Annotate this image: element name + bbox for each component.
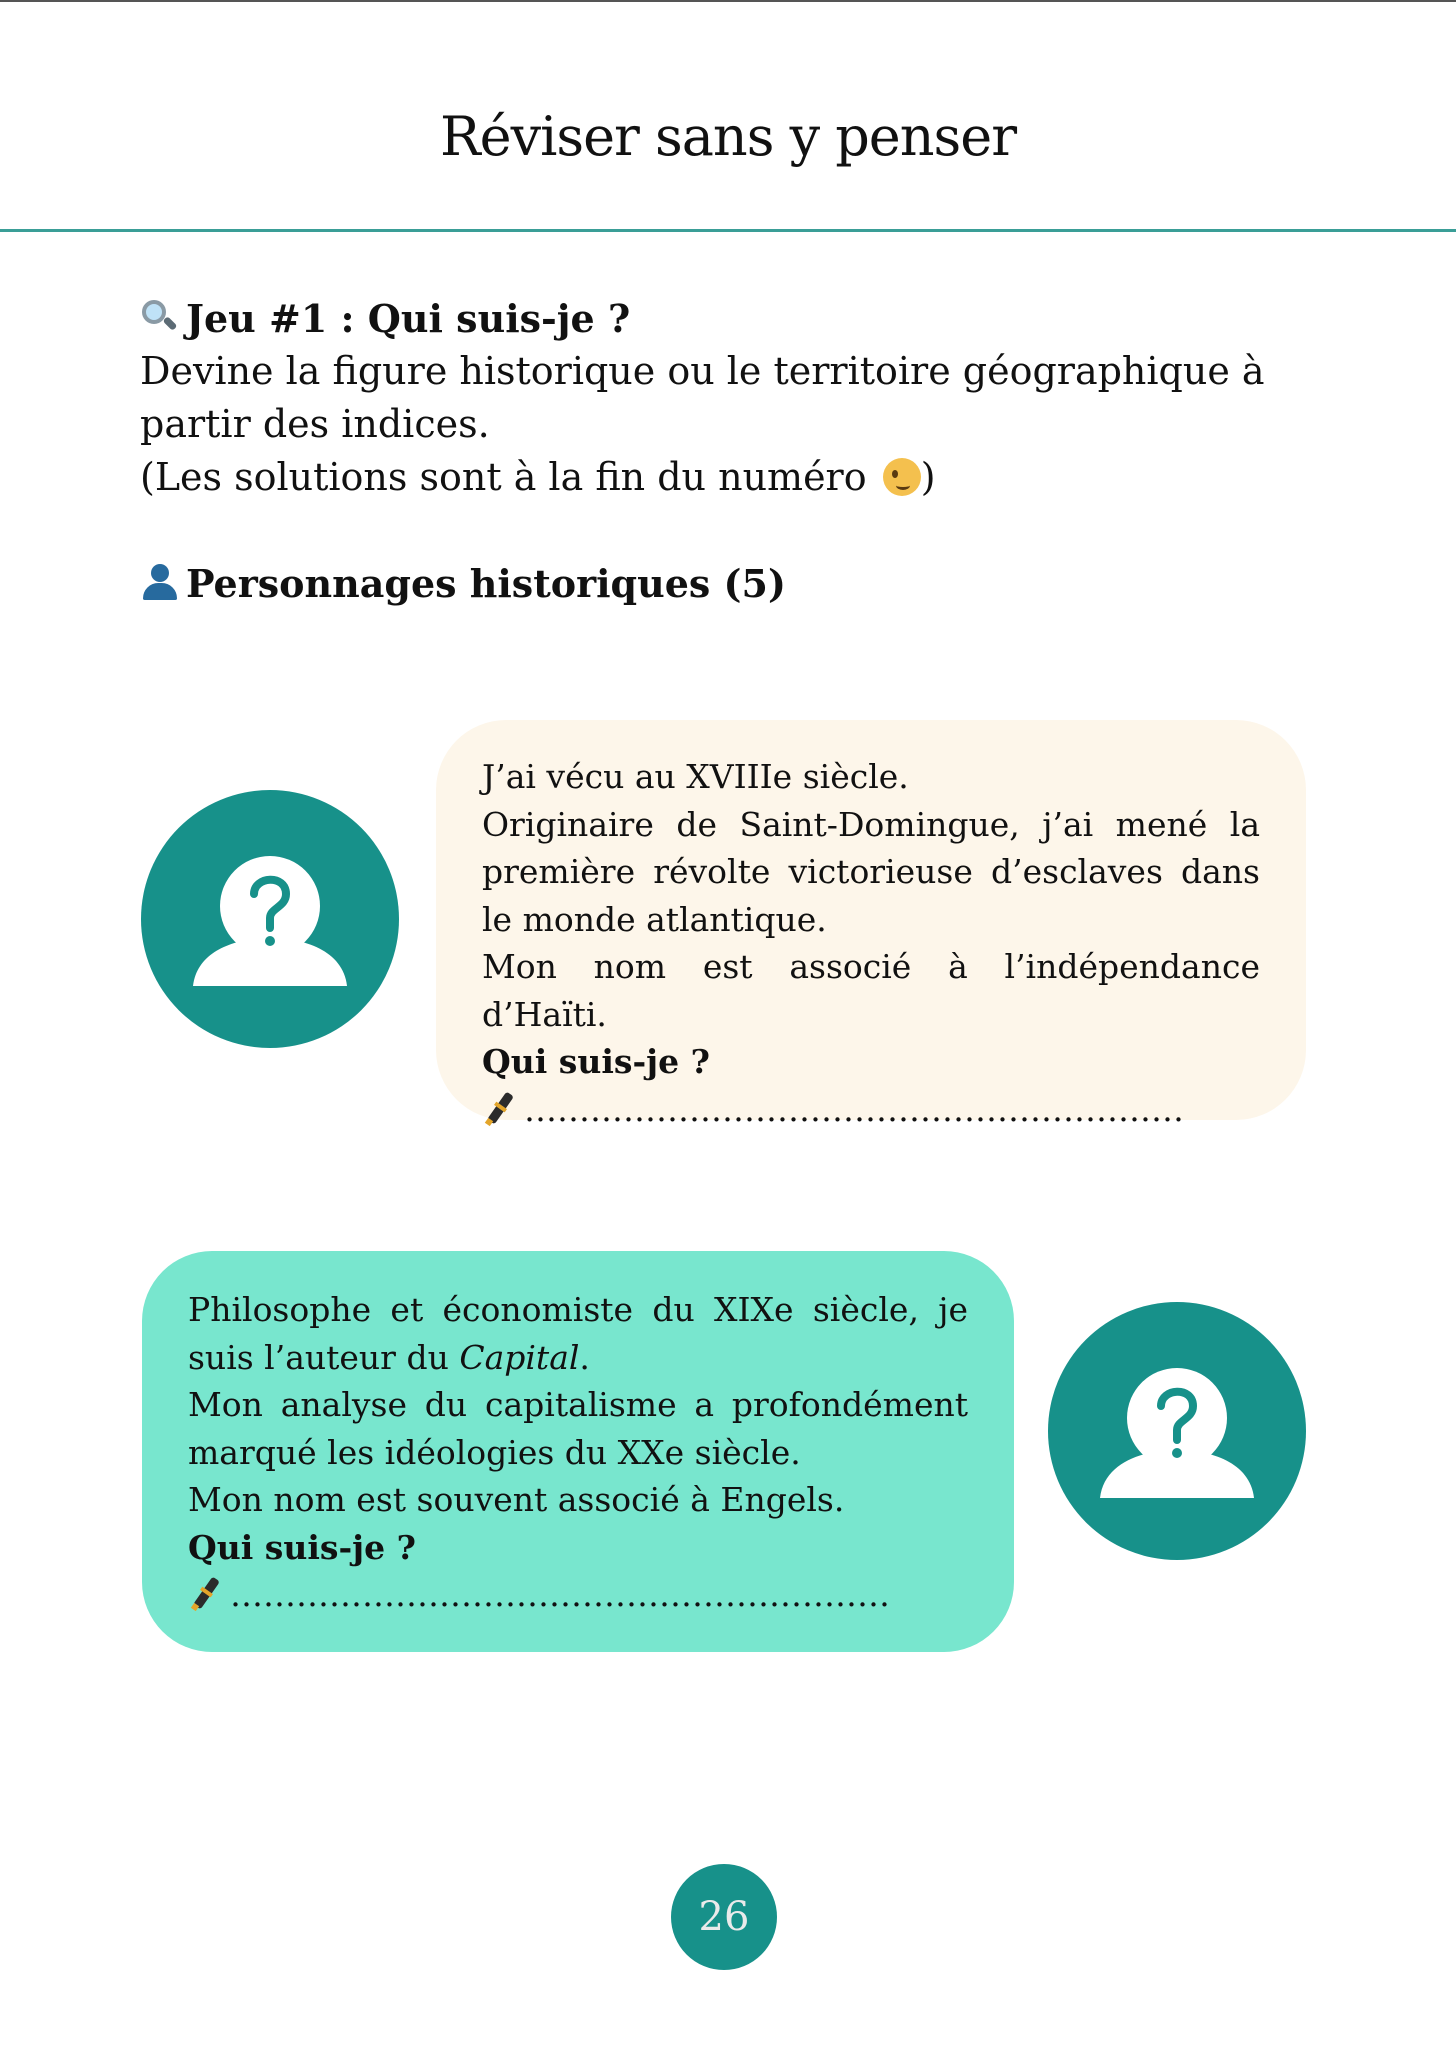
solutions-note: (Les solutions sont à la fin du numéro bbox=[140, 455, 867, 499]
solutions-note-row bbox=[140, 451, 1340, 504]
section-heading: Personnages historiques (5) bbox=[186, 561, 786, 606]
clue-text: Philosophe et économiste du XIXe siècle, je suis l’auteur du bbox=[188, 1290, 968, 1377]
clue-line: Mon nom est souvent associé à Engels. bbox=[188, 1480, 845, 1519]
book-title: Capital bbox=[459, 1337, 580, 1377]
answer-row bbox=[188, 1571, 968, 1619]
page-title: Réviser sans y penser bbox=[439, 105, 1017, 168]
top-border bbox=[0, 0, 1456, 2]
game-description: Devine la figure historique ou le territoire géographique à partir des indices. bbox=[140, 349, 1265, 446]
winking-face-icon bbox=[883, 458, 921, 496]
answer-field[interactable]: …………………………………………………… bbox=[524, 1089, 1184, 1129]
clue-card-1 bbox=[436, 720, 1306, 1129]
pen-icon bbox=[188, 1576, 222, 1610]
clue-line: J’ai vécu au XVIIIe siècle. bbox=[482, 757, 909, 796]
intro-section bbox=[140, 292, 1340, 610]
page-number: 26 bbox=[671, 1864, 777, 1970]
clue-line: Originaire de Saint-Domingue, j’ai mené la première révolte victorieuse d’esclaves dans le monde atlantique. bbox=[482, 804, 1260, 939]
clue-card-2 bbox=[142, 1251, 1014, 1652]
question-person-icon bbox=[1048, 1302, 1306, 1560]
clue-line bbox=[188, 1286, 968, 1381]
question-label: Qui suis-je ? bbox=[482, 1042, 710, 1081]
header-divider bbox=[0, 229, 1456, 232]
game-heading-row bbox=[140, 292, 1340, 345]
solutions-note-end: ) bbox=[920, 455, 936, 499]
question-person-icon bbox=[141, 790, 399, 1048]
clue-text: . bbox=[579, 1337, 590, 1377]
section-heading-row bbox=[140, 557, 1340, 610]
clue-line: Mon analyse du capitalisme a profondément marqué les idéologies du XXe siècle. bbox=[188, 1385, 968, 1472]
mystery-person-avatar bbox=[141, 790, 399, 1048]
clue-line: Mon nom est associé à l’indépendance d’Haïti. bbox=[482, 947, 1260, 1034]
mystery-person-avatar bbox=[1048, 1302, 1306, 1560]
answer-row bbox=[482, 1086, 1260, 1134]
game-heading: Jeu #1 : Qui suis-je ? bbox=[186, 296, 631, 341]
question-label: Qui suis-je ? bbox=[188, 1527, 416, 1567]
answer-field[interactable]: …………………………………………………… bbox=[230, 1575, 890, 1614]
user-silhouette-icon bbox=[140, 562, 180, 602]
magnifying-glass-icon bbox=[140, 298, 180, 338]
pen-icon bbox=[482, 1091, 516, 1125]
